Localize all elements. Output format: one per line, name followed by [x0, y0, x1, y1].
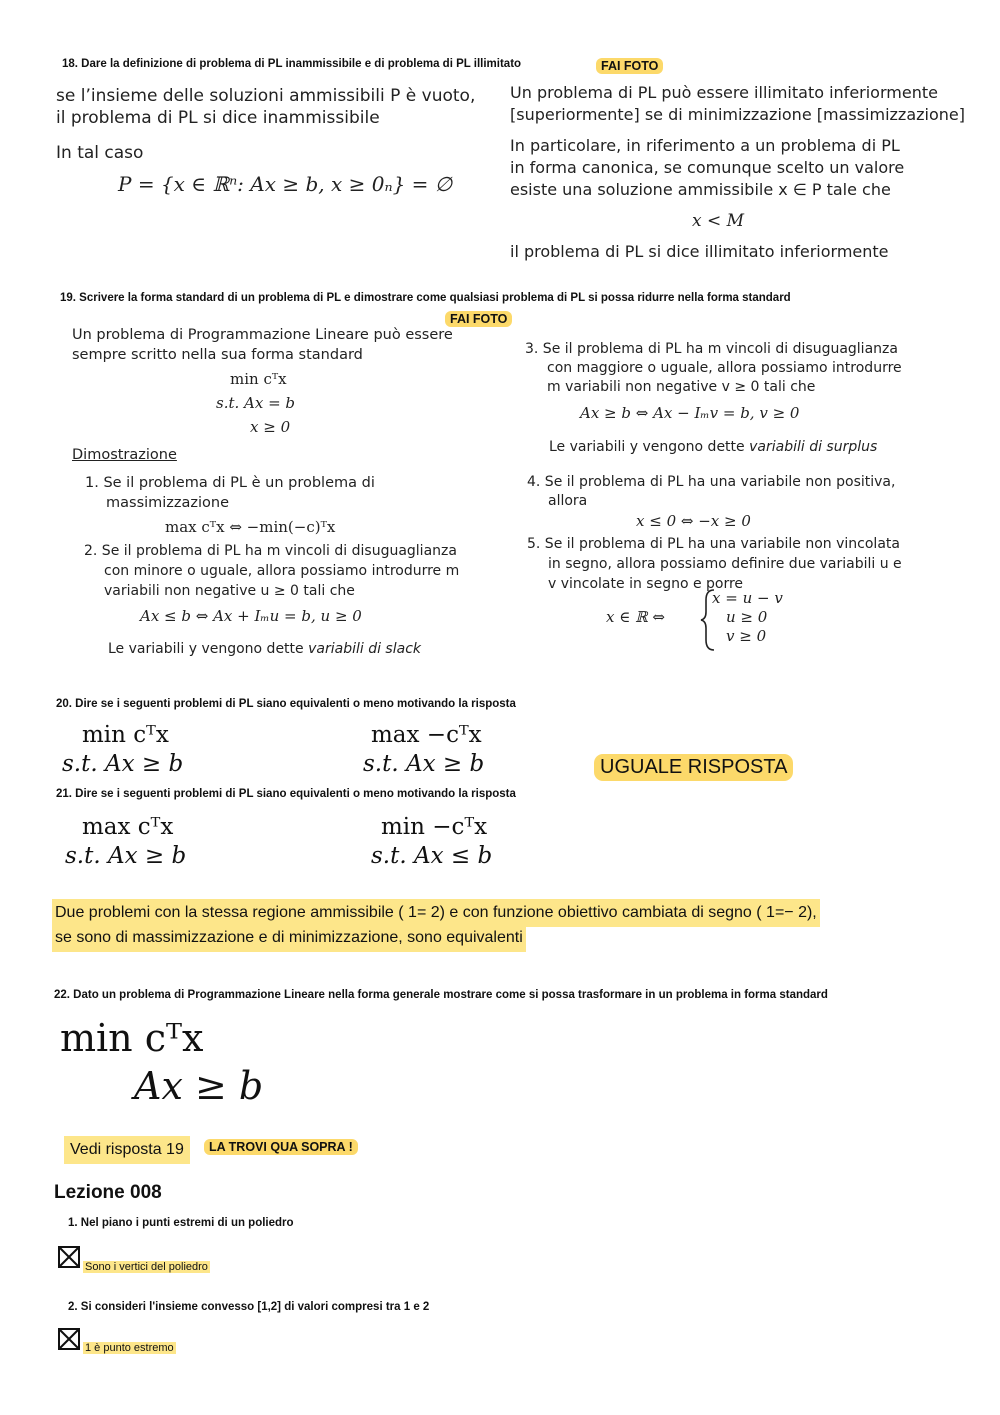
q19-p3-note-text: Le variabili y vengono dette [549, 439, 750, 455]
q19-p5a: 5. Se il problema di PL ha una variabile non vincolata [527, 536, 900, 552]
q18-right-line5: esiste una soluzione ammissibile x ∈ P tale che [510, 180, 891, 199]
lezione-q2: 2. Si consideri l'insieme convesso [1,2] di valori compresi tra 1 e 2 [68, 1301, 430, 1313]
q19-p4-formula: x ≤ 0 ⇔ −x ≥ 0 [636, 512, 751, 530]
q19-p3c: m variabili non negative v ≥ 0 tali che [547, 379, 816, 395]
q19-dimostrazione: Dimostrazione [72, 447, 177, 463]
q20-b1: max −cᵀx [371, 722, 482, 748]
q19-p5-right2: u ≥ 0 [726, 608, 768, 626]
q19-intro2: sempre scritto nella sua forma standard [72, 347, 363, 363]
q19-intro1: Un problema di Programmazione Lineare può essere [72, 327, 453, 343]
q19-p2-formula: Ax ≤ b ⇔ Ax + Iₘu = b, u ≥ 0 [140, 607, 362, 625]
q20-title: 20. Dire se i seguenti problemi di PL siano equivalenti o meno motivando la risposta [56, 698, 516, 710]
q19-p2-note [108, 640, 421, 660]
q21-answer-line1: Due problemi con la stessa regione ammissibile ( 1= 2) e con funzione obiettivo cambiata di segno ( 1=− 2), [52, 899, 820, 927]
q19-p4a: 4. Se il problema di PL ha una variabile non positiva, [527, 474, 896, 490]
q19-p2-note-text: Le variabili y vengono dette [108, 641, 309, 657]
q22-formula1: min cᵀx [60, 1016, 204, 1060]
q22-title: 22. Dato un problema di Programmazione Lineare nella forma generale mostrare come si possa trasformare in un problema in forma standard [54, 989, 828, 1001]
q21-a2: s.t. Ax ≥ b [65, 843, 187, 869]
q18-right-line1: Un problema di PL può essere illimitato inferiormente [510, 83, 938, 102]
q19-p3-note-term: variabili di surplus [749, 439, 878, 455]
checkbox-x-icon[interactable] [58, 1246, 80, 1268]
q19-formula-st: s.t. Ax = b [216, 394, 296, 412]
q19-p1-formula: max cᵀx ⇔ −min(−c)ᵀx [165, 518, 336, 536]
q19-p5c: v vincolate in segno e porre [548, 576, 744, 592]
q22-badge: LA TROVI QUA SOPRA ! [204, 1139, 358, 1155]
q19-p4b: allora [548, 493, 588, 509]
lezione-heading: Lezione 008 [54, 1182, 162, 1203]
q19-badge: FAI FOTO [445, 311, 512, 327]
q19-p5-right3: v ≥ 0 [726, 627, 767, 645]
lezione-q1: 1. Nel piano i punti estremi di un poliedro [68, 1217, 294, 1229]
q20-b2: s.t. Ax ≥ b [363, 751, 485, 777]
q19-p2a: 2. Se il problema di PL ha m vincoli di disuguaglianza [84, 543, 457, 559]
q19-formula-min: min cᵀx [230, 370, 287, 388]
q19-p2-note-term: variabili di slack [308, 641, 421, 657]
q22-answer: Vedi risposta 19 [64, 1136, 190, 1164]
q19-p3-note [549, 438, 877, 458]
q21-answer-line2: se sono di massimizzazione e di minimizzazione, sono equivalenti [52, 924, 526, 952]
q19-p3b: con maggiore o uguale, allora possiamo introdurre [547, 360, 902, 376]
q18-left-line1: se l’insieme delle soluzioni ammissibili P è vuoto, [56, 86, 476, 106]
q19-p3-formula: Ax ≥ b ⇔ Ax − Iₘv = b, v ≥ 0 [580, 404, 800, 422]
q19-p5-left: x ∈ ℝ ⇔ [606, 608, 665, 626]
q18-title: 18. Dare la definizione di problema di PL inammissibile e di problema di PL illimitato [62, 58, 522, 70]
q21-a1: max cᵀx [82, 814, 174, 840]
q19-p5-right1: x = u − v [712, 589, 783, 607]
q18-right-formula: x < M [692, 211, 745, 231]
checkbox-x-icon[interactable] [58, 1328, 80, 1350]
q21-title: 21. Dire se i seguenti problemi di PL siano equivalenti o meno motivando la risposta [56, 788, 516, 800]
q20-a2: s.t. Ax ≥ b [62, 751, 184, 777]
q19-formula-pos: x ≥ 0 [250, 418, 291, 436]
q19-p2c: variabili non negative u ≥ 0 tali che [104, 583, 355, 599]
q18-left-line2: il problema di PL si dice inammissibile [56, 108, 380, 128]
lezione-a2: 1 è punto estremo [85, 1342, 174, 1354]
q20-a1: min cᵀx [82, 722, 169, 748]
q18-badge: FAI FOTO [596, 58, 663, 74]
q18-left-line3: In tal caso [56, 143, 144, 163]
q19-title: 19. Scrivere la forma standard di un problema di PL e dimostrare come qualsiasi problema di PL si possa ridurre nella forma standard [60, 292, 791, 304]
q19-p1b: massimizzazione [106, 495, 230, 511]
q21-b1: min −cᵀx [381, 814, 488, 840]
q22-formula2: Ax ≥ b [134, 1064, 264, 1108]
q20-badge: UGUALE RISPOSTA [594, 754, 793, 781]
q19-p3a: 3. Se il problema di PL ha m vincoli di disuguaglianza [525, 341, 898, 357]
q19-p2b: con minore o uguale, allora possiamo introdurre m [104, 563, 460, 579]
q19-p5b: in segno, allora possiamo definire due variabili u e [548, 556, 902, 572]
q18-left-formula: P = {x ∈ ℝⁿ: Ax ≥ b, x ≥ 0ₙ} = ∅ [118, 172, 453, 196]
q18-right-line3: In particolare, in riferimento a un problema di PL [510, 136, 900, 155]
q18-right-line4: in forma canonica, se comunque scelto un valore [510, 158, 905, 177]
q19-p1a: 1. Se il problema di PL è un problema di [85, 475, 375, 491]
lezione-a1: Sono i vertici del poliedro [85, 1261, 208, 1273]
q21-b2: s.t. Ax ≤ b [371, 843, 493, 869]
q18-right-line2: [superiormente] se di minimizzazione [massimizzazione] [510, 105, 965, 124]
q18-right-line6: il problema di PL si dice illimitato inferiormente [510, 242, 889, 261]
